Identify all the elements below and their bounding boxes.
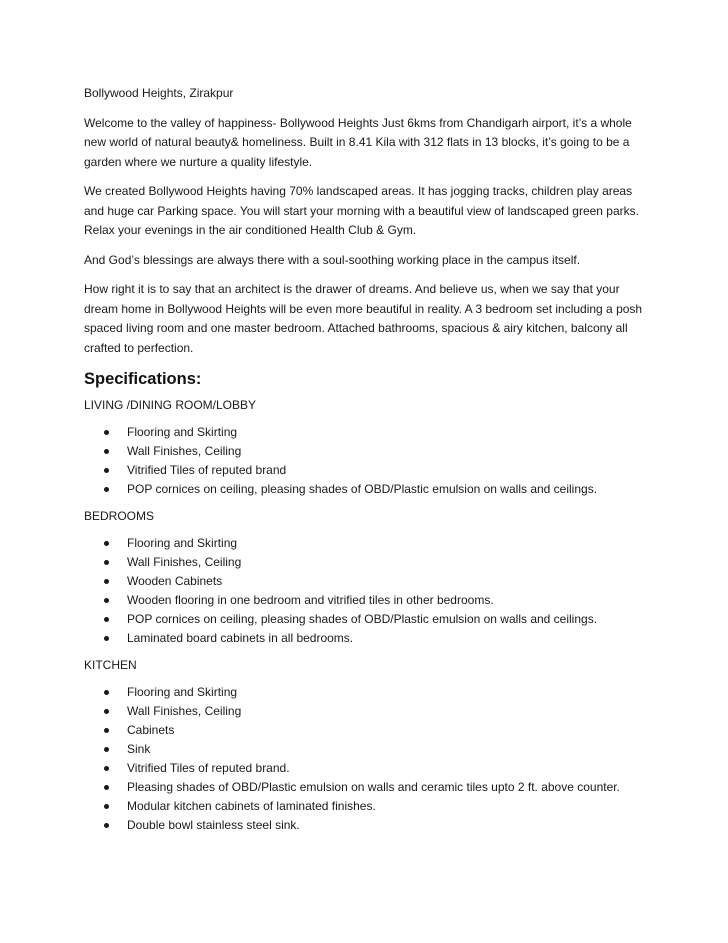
list-item-text: POP cornices on ceiling, pleasing shades of OBD/Plastic emulsion on walls and ceilings. xyxy=(127,482,598,496)
specifications-heading: Specifications: xyxy=(84,370,202,388)
bullet-icon xyxy=(104,636,109,641)
list-item xyxy=(84,461,654,480)
list-item xyxy=(84,442,654,461)
bullet-icon xyxy=(104,728,109,733)
bullet-icon xyxy=(104,598,109,603)
list-item-text: Wooden flooring in one bedroom and vitrified tiles in other bedrooms. xyxy=(127,593,494,607)
list-item xyxy=(84,759,654,778)
list-item xyxy=(84,629,654,648)
list-item xyxy=(84,702,654,721)
bullet-icon xyxy=(104,823,109,828)
bullet-icon xyxy=(104,541,109,546)
list-item xyxy=(84,534,654,553)
bullet-icon xyxy=(104,690,109,695)
list-item xyxy=(84,816,654,835)
bullet-icon xyxy=(104,804,109,809)
document-title: Bollywood Heights, Zirakpur xyxy=(84,86,234,100)
list-item-text: Vitrified Tiles of reputed brand xyxy=(127,463,287,477)
bullet-icon xyxy=(104,747,109,752)
list-item xyxy=(84,683,654,702)
list-item-text: Wall Finishes, Ceiling xyxy=(127,704,242,718)
bedrooms-spec-list xyxy=(84,534,654,648)
living-spec-list xyxy=(84,423,654,499)
architect-paragraph: How right it is to say that an architect is the drawer of dreams. And believe us, when we say that your dream home in Bollywood Heights will be even more beautiful in reality. A 3 bedroom set including a posh spaced living room and one master bedroom. Attached bathrooms, spacious & airy kitchen, balcony all crafted to perfection. xyxy=(84,282,643,355)
list-item-text: Sink xyxy=(127,742,151,756)
list-item-text: Pleasing shades of OBD/Plastic emulsion on walls and ceramic tiles upto 2 ft. above counter. xyxy=(127,780,620,794)
list-item-text: Flooring and Skirting xyxy=(127,425,238,439)
amenities-paragraph: We created Bollywood Heights having 70% landscaped areas. It has jogging tracks, children play areas and huge car Parking space. You will start your morning with a beautiful view of landscaped green parks. Relax your evenings in the air conditioned Health Club & Gym. xyxy=(84,184,639,237)
list-item xyxy=(84,797,654,816)
list-item xyxy=(84,553,654,572)
blessings-paragraph: And God’s blessings are always there with a soul-soothing working place in the campus itself. xyxy=(84,252,581,267)
list-item-text: Laminated board cabinets in all bedrooms. xyxy=(127,631,354,645)
bullet-icon xyxy=(104,579,109,584)
list-item-text: Wall Finishes, Ceiling xyxy=(127,555,242,569)
bullet-icon xyxy=(104,449,109,454)
list-item-text: Wooden Cabinets xyxy=(127,574,223,588)
list-item-text: Vitrified Tiles of reputed brand. xyxy=(127,761,290,775)
list-item-text: Modular kitchen cabinets of laminated finishes. xyxy=(127,799,376,813)
list-item xyxy=(84,778,654,797)
list-item xyxy=(84,721,654,740)
document-page xyxy=(84,84,654,843)
bullet-icon xyxy=(104,487,109,492)
list-item xyxy=(84,572,654,591)
section-label-kitchen: KITCHEN xyxy=(84,658,137,672)
bullet-icon xyxy=(104,785,109,790)
section-label-bedrooms: BEDROOMS xyxy=(84,509,155,523)
section-label-living: LIVING /DINING ROOM/LOBBY xyxy=(84,398,257,412)
list-item xyxy=(84,591,654,610)
bullet-icon xyxy=(104,560,109,565)
list-item-text: Cabinets xyxy=(127,723,175,737)
list-item-text: POP cornices on ceiling, pleasing shades of OBD/Plastic emulsion on walls and ceilings. xyxy=(127,612,598,626)
list-item xyxy=(84,610,654,629)
bullet-icon xyxy=(104,617,109,622)
list-item xyxy=(84,423,654,442)
kitchen-spec-list xyxy=(84,683,654,835)
list-item-text: Flooring and Skirting xyxy=(127,536,238,550)
list-item xyxy=(84,480,654,499)
list-item xyxy=(84,740,654,759)
bullet-icon xyxy=(104,468,109,473)
bullet-icon xyxy=(104,430,109,435)
list-item-text: Wall Finishes, Ceiling xyxy=(127,444,242,458)
list-item-text: Flooring and Skirting xyxy=(127,685,238,699)
list-item-text: Double bowl stainless steel sink. xyxy=(127,818,300,832)
intro-paragraph: Welcome to the valley of happiness- Bollywood Heights Just 6kms from Chandigarh airport, it’s a whole new world of natural beauty& homeliness. Built in 8.41 Kila with 312 flats in 13 blocks, it’s going to be a garden where we nurture a quality lifestyle. xyxy=(84,115,632,169)
bullet-icon xyxy=(104,709,109,714)
bullet-icon xyxy=(104,766,109,771)
